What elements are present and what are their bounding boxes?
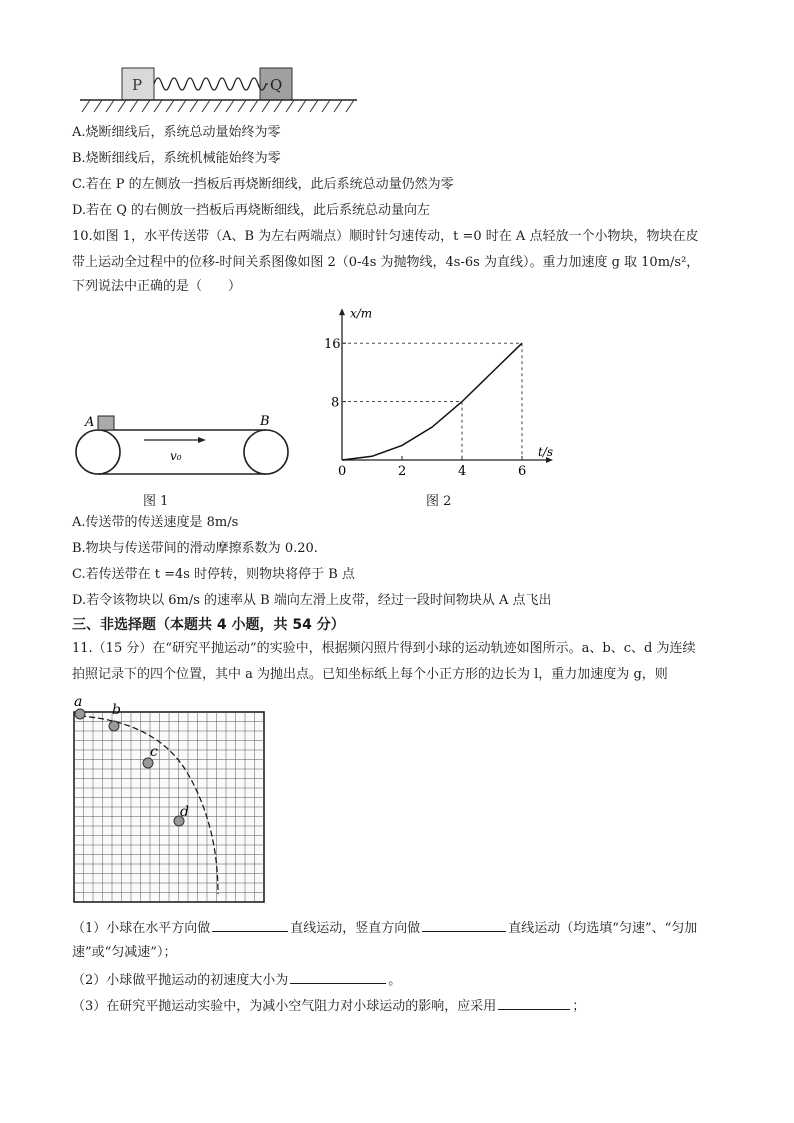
fig2-caption: 图 2 (426, 494, 452, 509)
label-point-c: c (150, 744, 158, 760)
q11-sub2-part2: 。 (388, 973, 402, 988)
q11-stem-line2: 拍照记录下的四个位置，其中 a 为抛出点。已知坐标纸上每个小正方形的边长为 l，重力加速度为 g，则 (72, 667, 668, 682)
q11-sub1-part2: 直线运动，竖直方向做 (290, 921, 421, 936)
q10-stem-line1: 10.如图 1，水平传送带（A、B 为左右两端点）顺时针匀速传动，t =0 时在 A 点轻放一个小物块，物块在皮 (72, 229, 699, 244)
q11-sub1-line2: 速”或“匀减速”）； (72, 945, 177, 960)
q10-stem-line2: 带上运动全过程中的位移-时间关系图像如图 2（0-4s 为抛物线，4s-6s 为直线）。重力加速度 g 取 10m/s²， (72, 255, 700, 270)
q11-sub3 (72, 996, 585, 1016)
q11-sub1-part1: （1）小球在水平方向做 (72, 921, 211, 936)
q10-option-c: C.若传送带在 t =4s 时停转，则物块将停于 B 点 (72, 567, 355, 582)
right-roller (244, 430, 288, 474)
label-point-a: a (74, 694, 83, 710)
label-b: B (260, 414, 270, 429)
q11-stem-line1: 11.（15 分）在“研究平抛运动”的实验中，根据频闪照片得到小球的运动轨迹如图所示。a、b、c、d 为连续 (72, 641, 696, 656)
answer-blank-vertical[interactable] (422, 918, 506, 932)
answer-blank-horizontal[interactable] (212, 918, 288, 932)
label-point-d: d (180, 804, 189, 820)
q9-option-d: D.若在 Q 的右侧放一挡板后再烧断细线，此后系统总动量向左 (72, 203, 431, 218)
x-axis-label: t/s (538, 445, 554, 459)
q10-option-a: A.传送带的传送速度是 8m/s (72, 515, 239, 530)
label-point-b: b (112, 702, 121, 718)
q10-stem-line3: 下列说法中正确的是（ ） (72, 279, 242, 294)
label-v0: v₀ (170, 449, 182, 463)
x-tick-label: 0 (338, 464, 347, 479)
q10-option-d: D.若令该物块以 6m/s 的速率从 B 端向左滑上皮带，经过一段时间物块从 A 点飞出 (72, 593, 552, 608)
trajectory-grid-figure (68, 694, 270, 908)
point-a (75, 709, 85, 719)
answer-blank-method[interactable] (498, 996, 570, 1010)
fig1-caption: 图 1 (143, 494, 169, 509)
q11-sub3-part1: （3）在研究平抛运动实验中，为减小空气阻力对小球运动的影响，应采用 (72, 999, 497, 1014)
point-b (109, 721, 119, 731)
left-roller (76, 430, 120, 474)
conveyor-belt-figure (72, 408, 292, 478)
y-axis-label: x/m (350, 306, 373, 321)
q11-sub2 (72, 970, 401, 990)
spring-blocks-figure (72, 60, 372, 120)
velocity-arrowhead (198, 437, 206, 443)
y-tick-label: 8 (331, 395, 340, 411)
section-heading: 三、非选择题（本题共 4 小题，共 54 分） (72, 617, 345, 633)
x-tick-label: 4 (458, 464, 467, 479)
q11-sub1-part3: 直线运动（均选填“匀速”、“匀加 (508, 921, 698, 936)
q9-option-c: C.若在 P 的左侧放一挡板后再烧断细线，此后系统总动量仍然为零 (72, 177, 454, 192)
answer-blank-initial-speed[interactable] (290, 970, 386, 984)
block-q-label: Q (270, 76, 283, 94)
y-axis-arrow (339, 308, 345, 315)
x-tick-label: 2 (398, 464, 407, 479)
block-on-belt (98, 416, 114, 430)
label-a: A (85, 415, 95, 430)
q9-option-b: B.烧断细线后，系统机械能始终为零 (72, 151, 281, 166)
q11-sub1-line1 (72, 918, 697, 938)
q10-option-b: B.物块与传送带间的滑动摩擦系数为 0.20. (72, 541, 318, 556)
y-tick-label: 16 (324, 337, 341, 353)
q9-option-a: A.烧断细线后，系统总动量始终为零 (72, 125, 281, 140)
q11-sub3-part2: ； (572, 999, 586, 1014)
x-tick-label: 6 (518, 464, 527, 479)
displacement-time-chart (322, 302, 562, 484)
q11-sub2-part1: （2）小球做平抛运动的初速度大小为 (72, 973, 289, 988)
spring (154, 78, 268, 90)
block-p-label: P (132, 76, 143, 94)
ground-hatch (82, 100, 354, 112)
